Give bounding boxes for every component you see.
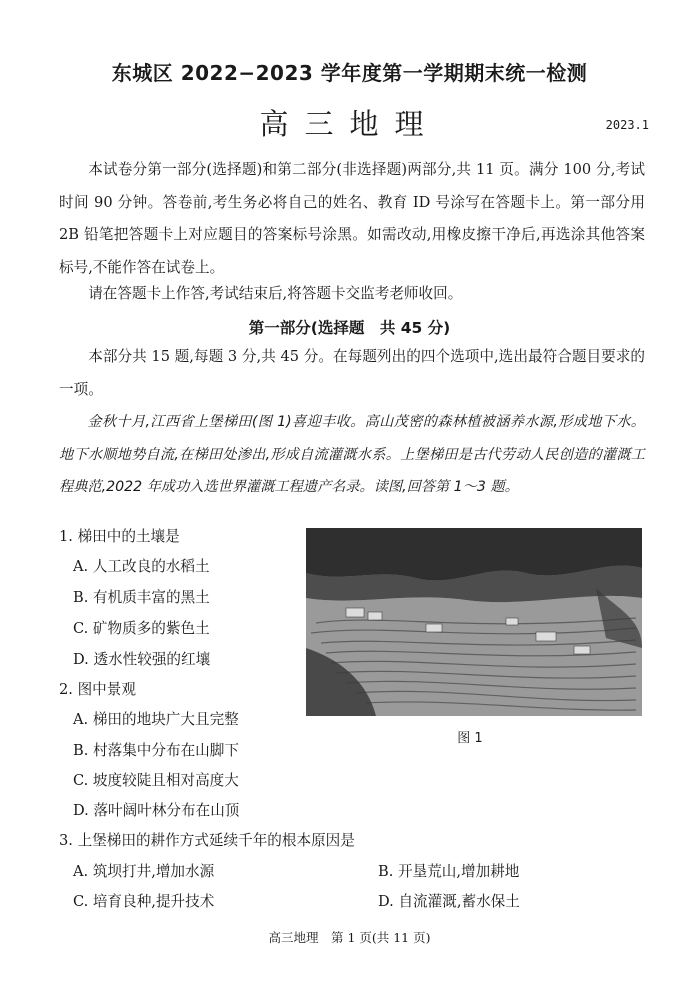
question-2-option-b: B. 村落集中分布在山脚下: [73, 742, 239, 759]
question-1-option-a: A. 人工改良的水稻土: [73, 558, 210, 575]
question-3-option-a: A. 筑坝打井,增加水源: [73, 863, 215, 880]
question-1-option-d: D. 透水性较强的红壤: [73, 651, 211, 668]
exam-date: 2023.1: [605, 118, 649, 132]
terrace-photo: [306, 528, 642, 716]
question-3-option-c: C. 培育良种,提升技术: [73, 893, 215, 910]
instructions-paragraph-2: 请在答题卡上作答,考试结束后,将答题卡交监考老师收回。: [88, 285, 463, 302]
exam-title: 东城区 2022−2023 学年度第一学期期末统一检测: [111, 61, 588, 85]
question-2-stem: 2. 图中景观: [59, 681, 136, 698]
figure-caption: 图 1: [457, 731, 483, 746]
question-1-option-b: B. 有机质丰富的黑土: [73, 589, 210, 606]
terrace-illustration: [306, 528, 642, 716]
question-2-option-d: D. 落叶阔叶林分布在山顶: [73, 802, 240, 819]
question-1-option-c: C. 矿物质多的紫色土: [73, 620, 210, 637]
section-title: 第一部分(选择题 共 45 分): [248, 319, 451, 337]
question-3-option-d: D. 自流灌溉,蓄水保土: [378, 893, 520, 910]
context-passage: 金秋十月,江西省上堡梯田(图 1)喜迎丰收。高山茂密的森林植被涵养水源,形成地下水。地下水顺地势自流,在梯田处渗出,形成自流灌溉水系。上堡梯田是古代劳动人民创造的灌溉工程典范,2022 年成功入选世界灌溉工程遗产名录。读图,回答第 1～3 题。: [59, 414, 645, 495]
instructions-paragraph-1: 本试卷分第一部分(选择题)和第二部分(非选择题)两部分,共 11 页。满分 100 分,考试时间 90 分钟。答卷前,考生务必将自己的姓名、教育 ID 号涂写在答题卡上。第一部分用 2B 铅笔把答题卡上对应题目的答案标号涂黑。如需改动,用橡皮擦干净后,再选涂其他答案标号,不能作答在试卷上。: [59, 161, 645, 276]
section-intro: 本部分共 15 题,每题 3 分,共 45 分。在每题列出的四个选项中,选出最符合题目要求的一项。: [59, 348, 645, 398]
subject-title: 高三地理: [259, 107, 440, 141]
question-2-option-a: A. 梯田的地块广大且完整: [73, 711, 239, 728]
question-2-option-c: C. 坡度较陡且相对高度大: [73, 772, 239, 789]
question-3-stem: 3. 上堡梯田的耕作方式延续千年的根本原因是: [59, 832, 355, 849]
page-footer: 高三地理 第 1 页(共 11 页): [268, 930, 431, 945]
question-1-stem: 1. 梯田中的土壤是: [59, 528, 180, 545]
question-3-option-b: B. 开垦荒山,增加耕地: [378, 863, 520, 880]
